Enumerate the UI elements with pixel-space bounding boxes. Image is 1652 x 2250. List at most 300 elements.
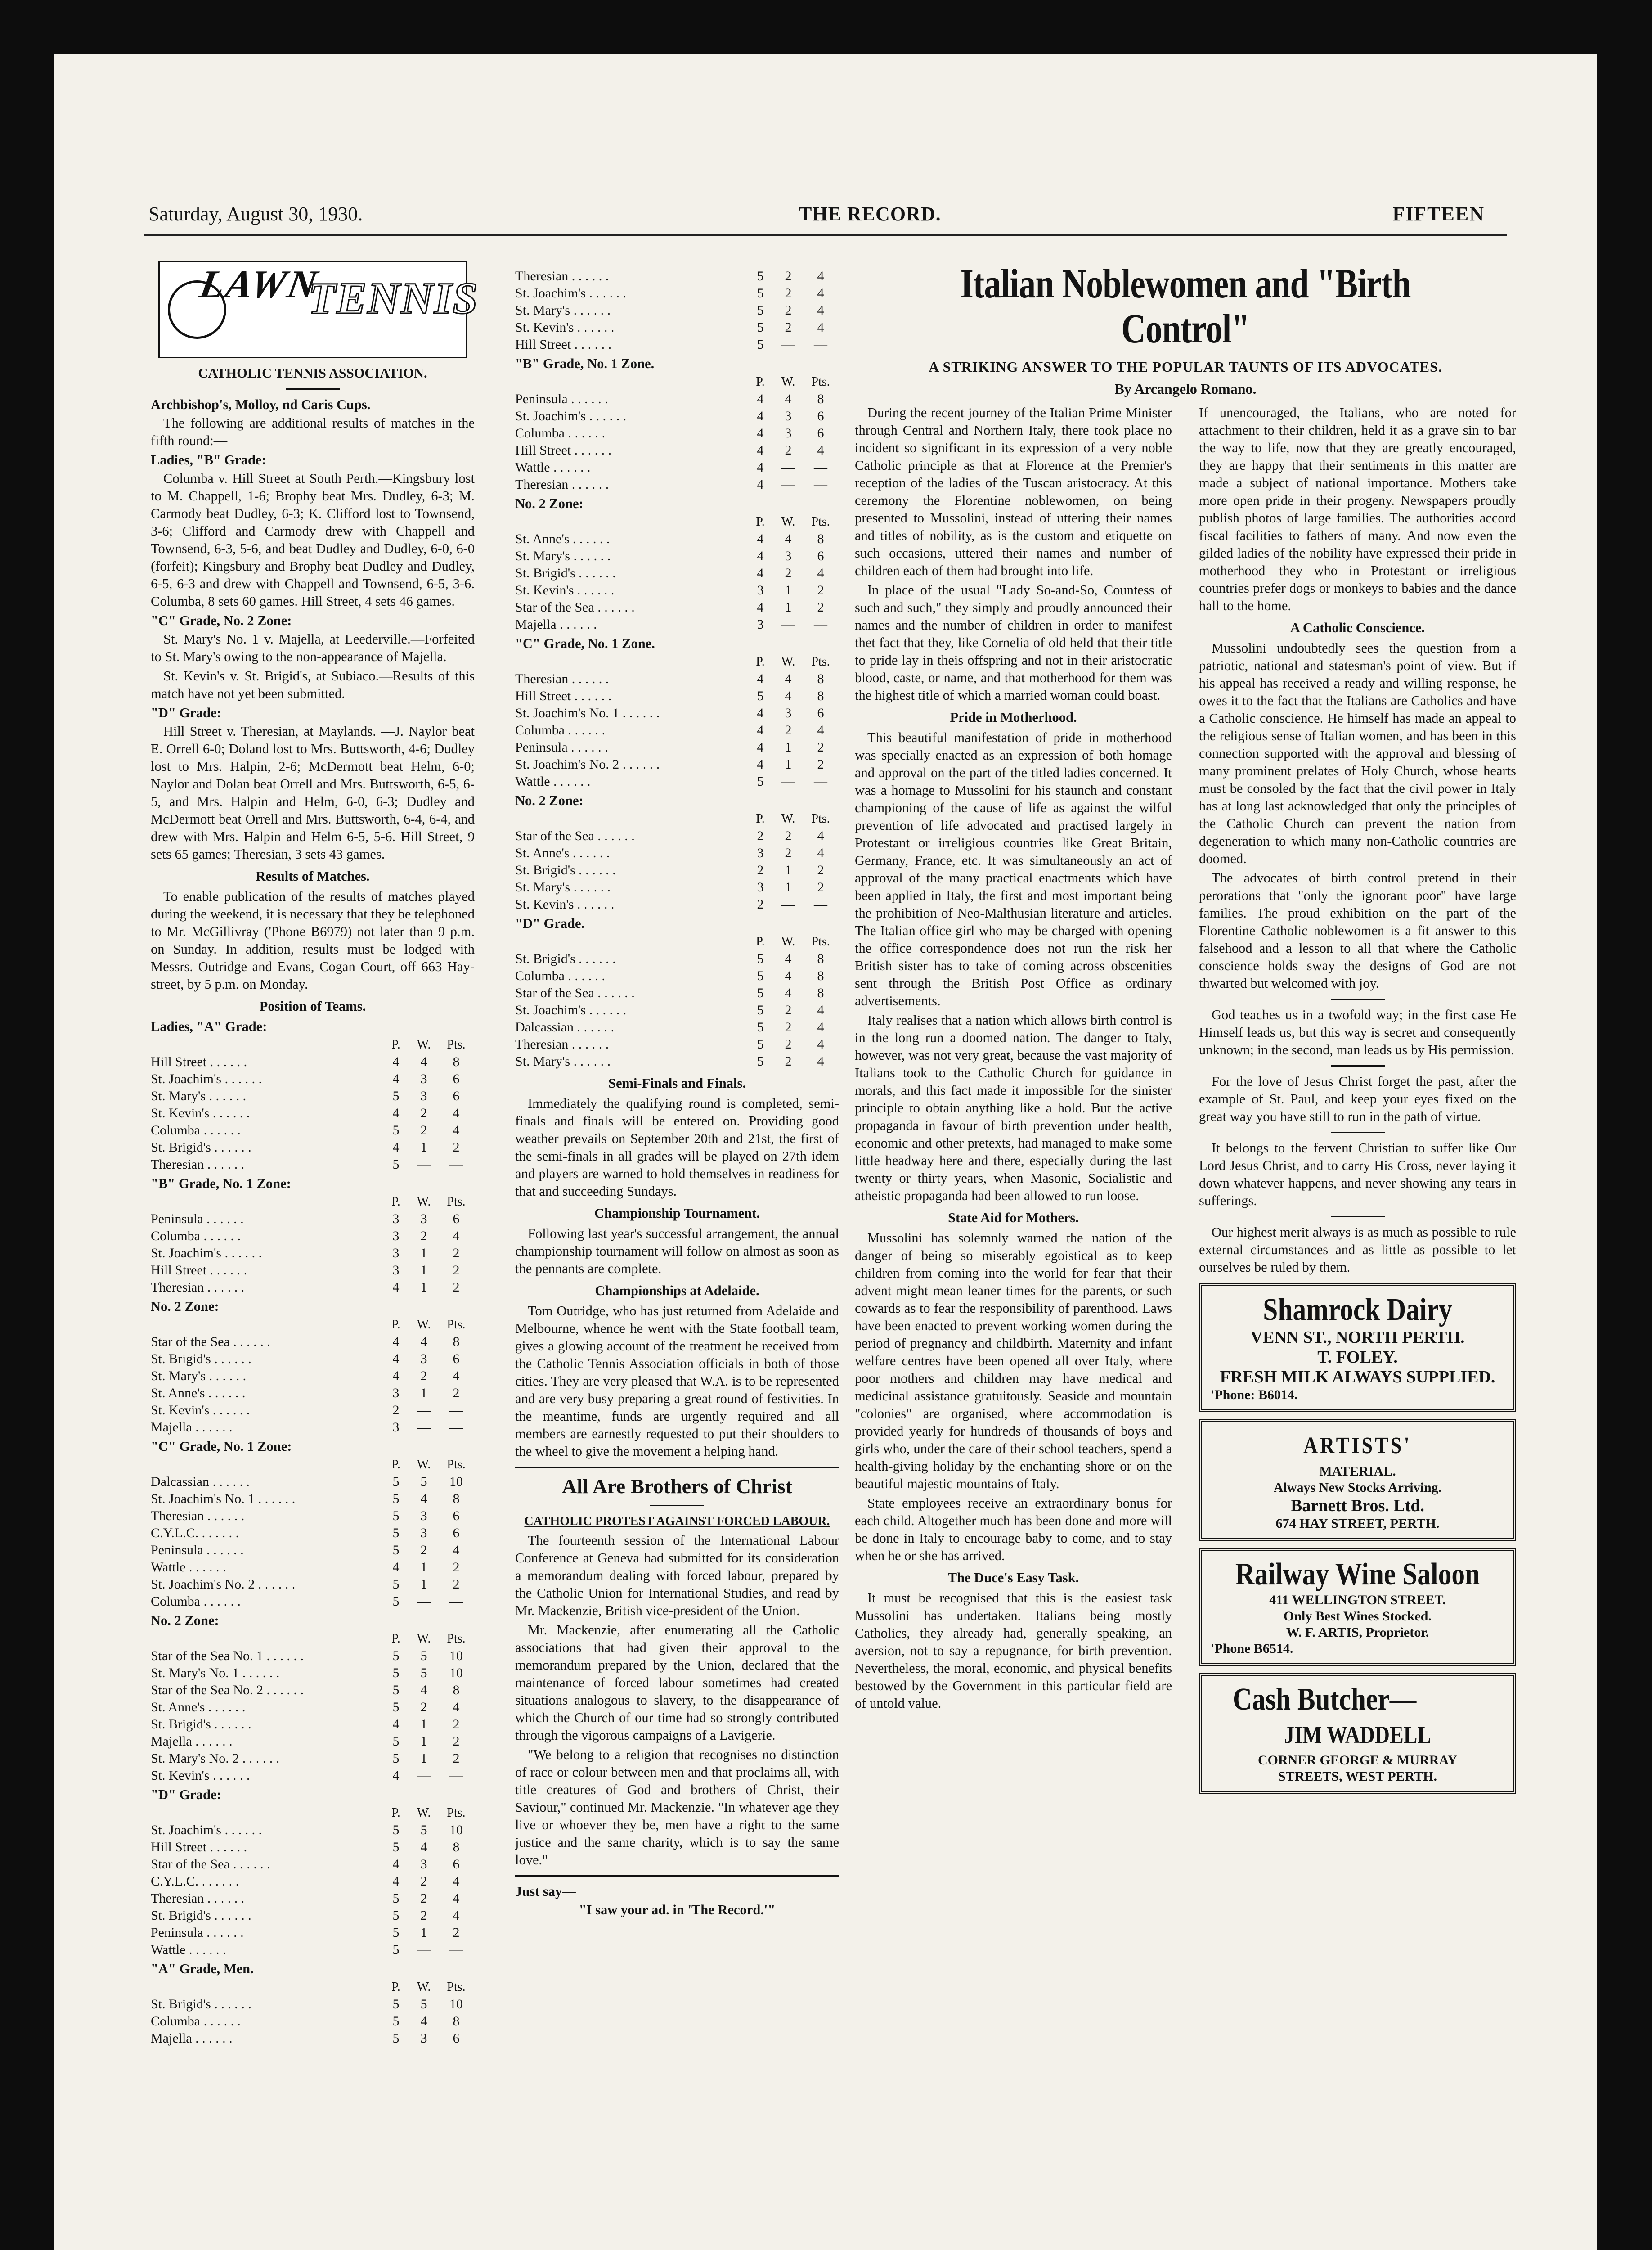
stat-cell: 2: [817, 583, 824, 598]
stat-cell: 2: [453, 1263, 460, 1278]
stat-cell: 3: [392, 1420, 400, 1435]
team-name-cell: Hill Street . . . . . .: [515, 443, 612, 458]
stat-cell: 2: [817, 740, 824, 755]
column-2: [515, 268, 839, 1920]
stat-cell: 2: [757, 897, 764, 912]
stat-cell: —: [781, 774, 795, 789]
paragraph: St. Mary's No. 1 v. Majella, at Leederville.—Forfeited to St. Mary's owing to the non-appearance of Majella.: [151, 631, 475, 664]
table-row: [151, 1750, 475, 1767]
table-row: [515, 285, 839, 302]
team-name-cell: St. Mary's No. 2 . . . . . .: [151, 1751, 280, 1766]
stat-cell: 2: [453, 1246, 460, 1260]
stat-cell: 3: [785, 706, 792, 720]
team-name-cell: St. Joachim's . . . . . .: [515, 1003, 627, 1017]
stat-cell: 3: [392, 1263, 400, 1278]
stat-cell: 2: [420, 1368, 427, 1383]
table-header-cell: [515, 513, 746, 531]
stat-cell: 4: [453, 1106, 460, 1120]
page-header: [54, 202, 1597, 230]
team-name-cell: Hill Street . . . . . .: [515, 688, 612, 703]
grade-heading: "D" Grade:: [151, 1787, 221, 1802]
table-row: [151, 1941, 475, 1958]
standings-table: [151, 1316, 475, 1436]
table-row: [151, 1350, 475, 1368]
stat-cell: —: [449, 1403, 463, 1418]
ad-line: Always New Stocks Arriving.: [1273, 1480, 1442, 1495]
team-name-cell: St. Mary's . . . . . .: [515, 1054, 611, 1069]
railway-wine-saloon-ad: [1199, 1548, 1516, 1666]
team-name-cell: St. Joachim's . . . . . .: [151, 1246, 262, 1260]
stat-cell: 6: [817, 706, 824, 720]
table-header-cell: P.: [756, 375, 765, 389]
table-row: [151, 1139, 475, 1156]
table-row: [151, 1733, 475, 1750]
stat-cell: 5: [392, 1700, 400, 1714]
table-header-cell: [515, 933, 746, 950]
table-row: [151, 1525, 475, 1542]
just-say-quote: "I saw your ad. in 'The Record.'": [579, 1902, 776, 1917]
stat-cell: 3: [785, 549, 792, 563]
divider: [286, 388, 340, 390]
table-header-cell: W.: [417, 1038, 431, 1052]
ad-owner: JIM WADDELL: [1284, 1721, 1431, 1748]
stat-cell: 6: [453, 1071, 460, 1086]
team-name-cell: Majella . . . . . .: [515, 617, 597, 632]
logo-text-lawn: LAWN: [196, 263, 322, 306]
stat-cell: 4: [392, 1334, 400, 1349]
table-row: [515, 565, 839, 582]
stat-cell: —: [449, 1420, 463, 1435]
table-row: [515, 319, 839, 336]
stat-cell: 3: [757, 880, 764, 895]
stat-cell: 2: [453, 1577, 460, 1592]
stat-cell: 2: [420, 1874, 427, 1889]
stat-cell: 1: [785, 583, 792, 598]
ad-title: Shamrock Dairy: [1263, 1292, 1452, 1327]
standings-table: [151, 1036, 475, 1173]
stat-cell: 5: [392, 1665, 400, 1680]
team-name-cell: Majella . . . . . .: [151, 1734, 233, 1749]
section-heading: Pride in Motherhood.: [950, 710, 1077, 725]
stat-cell: 4: [785, 392, 792, 406]
team-name-cell: St. Kevin's . . . . . .: [151, 1403, 250, 1418]
grade-heading: "B" Grade, No. 1 Zone:: [151, 1176, 291, 1191]
stat-cell: 5: [420, 1822, 427, 1837]
stat-cell: 4: [817, 286, 824, 301]
stat-cell: 2: [453, 1751, 460, 1766]
stat-cell: 4: [785, 531, 792, 546]
stat-cell: 2: [453, 1925, 460, 1940]
stat-cell: 10: [449, 1997, 463, 2012]
stat-cell: —: [781, 477, 795, 492]
paragraph: In place of the usual "Lady So-and-So, Countess of such and such," they simply and proudly announced their names and the number of children in order to manifest thet fact that they, like Cornelia of old held that their title to pride lay in theis offspring and not in their aristocratic blood, caste, or name, and that motherhood for them was the highest title of which a married woman could boast.: [855, 582, 1172, 703]
table-row: [515, 476, 839, 493]
table-header-row: [151, 1456, 475, 1473]
stat-cell: 2: [817, 757, 824, 772]
standings-table: [151, 1979, 475, 2047]
grade-heading: Ladies, "B" Grade:: [151, 452, 266, 468]
team-name-cell: Columba . . . . . .: [151, 2014, 241, 2029]
table-header-row: [515, 374, 839, 391]
table-row: [151, 1856, 475, 1873]
table-row: [151, 1665, 475, 1682]
table-row: [515, 336, 839, 353]
table-row: [515, 459, 839, 476]
standings-table: [515, 653, 839, 790]
ad-address: 674 HAY STREET, PERTH.: [1275, 1516, 1440, 1531]
stat-cell: 4: [420, 1840, 427, 1854]
stat-cell: 5: [392, 1474, 400, 1489]
table-row: [515, 391, 839, 408]
table-row: [515, 531, 839, 548]
stat-cell: 8: [453, 2014, 460, 2029]
paragraph: St. Kevin's v. St. Brigid's, at Subiaco.—Results of this match have not yet been submitted.: [151, 668, 475, 701]
stat-cell: 8: [453, 1491, 460, 1506]
table-header-cell: P.: [391, 1195, 400, 1209]
stat-cell: 5: [757, 320, 764, 335]
team-name-cell: Theresian . . . . . .: [151, 1280, 245, 1295]
table-header-cell: Pts.: [811, 655, 830, 669]
table-row: [151, 1559, 475, 1576]
ad-firm: Barnett Bros. Ltd.: [1291, 1496, 1424, 1515]
team-name-cell: C.Y.L.C. . . . . . .: [151, 1874, 239, 1889]
table-row: [151, 1473, 475, 1490]
stat-cell: 5: [392, 2014, 400, 2029]
standings-table: [151, 1630, 475, 1784]
section-heading: Results of Matches.: [256, 868, 370, 884]
stat-cell: 2: [785, 443, 792, 458]
stat-cell: —: [449, 1942, 463, 1957]
ad-subtitle: MATERIAL.: [1319, 1464, 1396, 1479]
stat-cell: 4: [785, 688, 792, 703]
team-name-cell: Star of the Sea . . . . . .: [151, 1857, 270, 1872]
ad-phone: 'Phone: B6014.: [1211, 1387, 1298, 1402]
stat-cell: 4: [785, 968, 792, 983]
stat-cell: 2: [785, 566, 792, 580]
team-name-cell: St. Brigid's . . . . . .: [151, 1717, 251, 1732]
stat-cell: 5: [392, 1734, 400, 1749]
table-header-cell: W.: [781, 375, 795, 389]
stat-cell: 4: [757, 409, 764, 423]
header-page-number: FIFTEEN: [1392, 203, 1485, 225]
stat-cell: —: [449, 1768, 463, 1783]
stat-cell: 4: [757, 549, 764, 563]
table-row: [151, 1647, 475, 1665]
table-header-row: [151, 1193, 475, 1210]
stat-cell: 5: [392, 1508, 400, 1523]
stat-cell: 8: [453, 1840, 460, 1854]
stat-cell: 5: [392, 1543, 400, 1557]
stat-cell: —: [449, 1157, 463, 1172]
team-name-cell: St. Anne's . . . . . .: [515, 531, 610, 546]
stat-cell: 6: [453, 1508, 460, 1523]
table-row: [151, 1402, 475, 1419]
stat-cell: 4: [757, 426, 764, 441]
stat-cell: 6: [453, 2031, 460, 2046]
team-name-cell: St. Joachim's No. 1 . . . . . .: [151, 1491, 296, 1506]
stat-cell: 5: [757, 1054, 764, 1069]
stat-cell: 3: [420, 2031, 427, 2046]
team-name-cell: St. Mary's No. 1 . . . . . .: [151, 1665, 280, 1680]
stat-cell: 3: [392, 1386, 400, 1400]
team-name-cell: Columba . . . . . .: [151, 1594, 241, 1609]
stat-cell: 5: [392, 1526, 400, 1540]
stat-cell: 4: [392, 1717, 400, 1732]
table-header-cell: [151, 1456, 382, 1473]
stat-cell: 5: [757, 269, 764, 284]
stat-cell: 4: [817, 723, 824, 738]
team-name-cell: St. Anne's . . . . . .: [151, 1386, 246, 1400]
paragraph: The advocates of birth control pretend in their perorations that "only the ignorant poor" have large families. The proud exhibition on the part of the Florentine Catholic noblewomen is a fit answer to this falsehood and a lesson to all that where the Catholic conscience holds sway the designs of God are not thwarted but welcomed with joy.: [1199, 870, 1516, 991]
cash-butcher-ad: [1199, 1673, 1516, 1794]
stat-cell: 4: [392, 1106, 400, 1120]
table-header-cell: W.: [417, 1458, 431, 1472]
table-header-cell: W.: [781, 515, 795, 529]
paragraph: Mussolini undoubtedly sees the question from a patriotic, national and statesman's point of view. But if his appeal has received a ready and willing response, he owes it to the fact that the Italians are Catholics and have a Catholic conscience. He himself has made an appeal to the religious sense of Italian women, and has been in this connection supported with the approval and blessing of many prominent prelates of Holy Church, whose hearts must be consoled by the fact that the civil power in Italy has at long last acknowledged that only the principles of the Catholic Church can prevent the nation from degeneration to which many non-Catholic countries are doomed.: [1199, 640, 1516, 866]
stat-cell: 3: [757, 617, 764, 632]
table-row: [515, 722, 839, 739]
team-name-cell: Theresian . . . . . .: [515, 1037, 609, 1052]
stat-cell: 8: [817, 968, 824, 983]
stat-cell: 2: [757, 863, 764, 878]
team-name-cell: St. Brigid's . . . . . .: [515, 951, 616, 966]
table-row: [151, 1907, 475, 1924]
column-1: [151, 261, 479, 2049]
stat-cell: 2: [785, 1054, 792, 1069]
stat-cell: 5: [757, 1037, 764, 1052]
stat-cell: 4: [420, 1491, 427, 1506]
team-name-cell: Star of the Sea . . . . . .: [515, 828, 635, 843]
table-header-cell: W.: [781, 935, 795, 949]
stat-cell: 4: [785, 671, 792, 686]
table-row: [151, 1088, 475, 1105]
stat-cell: 3: [420, 1089, 427, 1103]
team-name-cell: St. Joachim's . . . . . .: [151, 1071, 262, 1086]
stat-cell: 6: [817, 426, 824, 441]
stat-cell: 5: [420, 1997, 427, 2012]
table-row: [515, 599, 839, 616]
stat-cell: —: [417, 1157, 431, 1172]
stat-cell: —: [781, 617, 795, 632]
stat-cell: 4: [453, 1908, 460, 1923]
stat-cell: 10: [449, 1648, 463, 1663]
grade-heading: No. 2 Zone:: [515, 496, 584, 511]
table-row: [151, 2013, 475, 2030]
table-header-cell: [151, 1630, 382, 1647]
team-name-cell: St. Brigid's . . . . . .: [151, 1908, 251, 1923]
table-row: [151, 1053, 475, 1071]
article-columns: [855, 404, 1516, 1801]
team-name-cell: St. Joachim's No. 2 . . . . . .: [151, 1577, 296, 1592]
stat-cell: 4: [392, 1857, 400, 1872]
stat-cell: 4: [420, 1683, 427, 1697]
table-row: [515, 442, 839, 459]
table-header-cell: [151, 1316, 382, 1333]
table-header-cell: W.: [417, 1632, 431, 1646]
stat-cell: 5: [392, 1751, 400, 1766]
stat-cell: 8: [817, 951, 824, 966]
grade-heading: "C" Grade, No. 2 Zone:: [151, 613, 292, 628]
team-name-cell: Peninsula . . . . . .: [151, 1211, 244, 1226]
team-name-cell: St. Brigid's . . . . . .: [515, 863, 616, 878]
stat-cell: 4: [453, 1123, 460, 1138]
table-row: [151, 1682, 475, 1699]
table-header-cell: W.: [417, 1195, 431, 1209]
team-name-cell: Star of the Sea . . . . . .: [515, 986, 635, 1000]
stat-cell: 4: [785, 951, 792, 966]
header-rule: [144, 234, 1507, 236]
stat-cell: 2: [785, 1037, 792, 1052]
stat-cell: 3: [420, 1526, 427, 1540]
stat-cell: 8: [453, 1683, 460, 1697]
table-row: [151, 1924, 475, 1941]
team-name-cell: Dalcassian . . . . . .: [515, 1020, 614, 1035]
team-name-cell: Dalcassian . . . . . .: [151, 1474, 250, 1489]
stat-cell: —: [814, 774, 827, 789]
stat-cell: —: [417, 1594, 431, 1609]
team-name-cell: Theresian . . . . . .: [515, 477, 609, 492]
stat-cell: 2: [785, 320, 792, 335]
table-row: [515, 1053, 839, 1070]
table-row: [151, 1245, 475, 1262]
grade-heading: "B" Grade, No. 1 Zone.: [515, 356, 655, 371]
paragraph: Hill Street v. Theresian, at Maylands. —J. Naylor beat E. Orrell 6-0; Doland lost to Mrs. Buttsworth, 4-6; Dudley lost to Mrs. Halpin, 2-6; McDermott beat Helm, 6-0; Naylor and Dolan beat Orrell and Mrs. Buttsworth, 6-5, 6-5, and Mrs. Halpin and Helm, 6-0, 6-3; Dudley and McDermott beat Orrell and Mrs. Buttsworth, 6-4, 6-4, and drew with Mrs. Halpin and Helm 6-5, 5-6. Hill Street, 9 sets 65 games; Theresian, 3 sets 43 games.: [151, 724, 475, 862]
stat-cell: —: [814, 460, 827, 475]
just-say-line: Just say—: [515, 1884, 576, 1899]
ad-address: VENN ST., NORTH PERTH.: [1250, 1328, 1465, 1347]
paragraph: "We belong to a religion that recognises no distinction of race or colour between men and that proclaims all, with title creatures of God and brothers of Christ, their Saviour," continued Mr. Mackenzie. "In whatever age they live or whoever they be, men have a right to the same justice and the same charity, which is to say the same love.": [515, 1747, 839, 1868]
table-header-cell: W.: [781, 655, 795, 669]
stat-cell: 3: [420, 1857, 427, 1872]
table-row: [515, 896, 839, 913]
stat-cell: 4: [392, 1054, 400, 1069]
team-name-cell: St. Joachim's No. 1 . . . . . .: [515, 706, 660, 720]
table-row: [151, 1767, 475, 1784]
stat-cell: 1: [785, 600, 792, 615]
stat-cell: 5: [757, 986, 764, 1000]
stat-cell: 5: [392, 1997, 400, 2012]
stat-cell: 4: [420, 1054, 427, 1069]
stat-cell: 1: [420, 1560, 427, 1575]
table-row: [515, 756, 839, 773]
stat-cell: 2: [420, 1908, 427, 1923]
paragraph: Immediately the qualifying round is completed, semi-finals and finals will be entered on. Providing good weather prevails on September 20th and 21st, the first of the semi-finals in all grades will be played on 27th idem and players are warned to hold themselves in readiness for that and succeeding Sundays.: [515, 1096, 839, 1199]
artists-material-ad: [1199, 1419, 1516, 1541]
team-name-cell: Hill Street . . . . . .: [151, 1054, 247, 1069]
filler-paragraph: Our highest merit always is as much as possible to rule external circumstances and as little as possible to let ourselves be ruled by them.: [1199, 1224, 1516, 1275]
stat-cell: 2: [817, 863, 824, 878]
stat-cell: 4: [453, 1891, 460, 1906]
standings-table: [515, 268, 839, 353]
table-row: [515, 408, 839, 425]
stat-cell: 5: [757, 968, 764, 983]
stat-cell: 10: [449, 1474, 463, 1489]
stat-cell: 4: [392, 1768, 400, 1783]
table-row: [151, 1368, 475, 1385]
stat-cell: 8: [453, 1334, 460, 1349]
stat-cell: 5: [392, 1594, 400, 1609]
table-row: [515, 582, 839, 599]
divider: [515, 1875, 839, 1876]
birth-control-article: [855, 261, 1516, 1801]
table-header-cell: P.: [391, 1806, 400, 1820]
stat-cell: 6: [817, 549, 824, 563]
table-row: [151, 1699, 475, 1716]
table-row: [515, 425, 839, 442]
stat-cell: 3: [757, 846, 764, 860]
table-row: [151, 1210, 475, 1228]
team-name-cell: St. Joachim's . . . . . .: [515, 409, 627, 423]
table-header-cell: Pts.: [447, 1038, 466, 1052]
stat-cell: —: [449, 1594, 463, 1609]
tennis-heading: CATHOLIC TENNIS ASSOCIATION.: [198, 365, 427, 381]
table-header-cell: P.: [391, 1632, 400, 1646]
table-row: [151, 1873, 475, 1890]
team-name-cell: Wattle . . . . . .: [151, 1942, 226, 1957]
stat-cell: 2: [420, 1891, 427, 1906]
stat-cell: 4: [420, 2014, 427, 2029]
stat-cell: 4: [817, 566, 824, 580]
stat-cell: 4: [392, 1140, 400, 1155]
standings-table: [515, 810, 839, 913]
table-row: [151, 1542, 475, 1559]
paragraph: Tom Outridge, who has just returned from Adelaide and Melbourne, whence he went with the State football team, gives a glowing account of the treatment he received from the Catholic Tennis Association officials in both of those cities. They are very pleased that W.A. is to be represented and are very busy preparing a great round of festivities. In the meantime, funds are urgently required and all members are earnestly requested to put their shoulders to the wheel to give the movement a helping hand.: [515, 1303, 839, 1459]
stat-cell: 2: [453, 1140, 460, 1155]
table-row: [151, 1576, 475, 1593]
stat-cell: 2: [453, 1280, 460, 1295]
team-name-cell: Star of the Sea . . . . . .: [151, 1334, 270, 1349]
stat-cell: 1: [420, 1577, 427, 1592]
stat-cell: 2: [785, 723, 792, 738]
stat-cell: 1: [420, 1734, 427, 1749]
team-name-cell: C.Y.L.C. . . . . . .: [151, 1526, 239, 1540]
team-name-cell: St. Joachim's . . . . . .: [151, 1822, 262, 1837]
stat-cell: 4: [757, 671, 764, 686]
stat-cell: 1: [420, 1386, 427, 1400]
table-row: [515, 828, 839, 845]
shamrock-dairy-ad: [1199, 1283, 1516, 1412]
table-row: [151, 1333, 475, 1350]
paragraph: Italy realises that a nation which allows birth control is in the long run a doomed nation. The danger to Italy, however, was not very great, because the vast majority of Italians took to the Catholic Church for guidance in morals, and this fact made it impossible for the sinister principle to obtain anything like a hold. But the active propaganda in favour of birth prevention under health, economic and other pretexts, had managed to make some little headway here and there, especially during the last twenty or thirty years, when Masonic, Socialistic and atheistic propaganda had been allowed to run loose.: [855, 1012, 1172, 1203]
stat-cell: 5: [392, 1491, 400, 1506]
table-header-row: [515, 810, 839, 828]
stat-cell: 2: [785, 269, 792, 284]
stat-cell: 6: [453, 1211, 460, 1226]
table-header-cell: [515, 810, 746, 828]
table-row: [515, 670, 839, 688]
grade-heading: "D" Grade:: [151, 705, 221, 720]
paragraph: During the recent journey of the Italian Prime Minister through Central and Northern Italy, there took place no incident so significant in its expression of a very noble Catholic principle as that at Florence at the Premier's reception of the ladies of the Tuscan aristocracy. At this ceremony the Florentine noblewomen, on being presented to Mussolini, instead of uttering their names and titles of nobility, as is the custom and etiquette on such occasions, uttered their names and number of children each of them had brought into life.: [855, 405, 1172, 578]
table-header-cell: P.: [391, 1458, 400, 1472]
team-name-cell: Hill Street . . . . . .: [151, 1263, 247, 1278]
stat-cell: 4: [817, 320, 824, 335]
grade-heading: No. 2 Zone:: [151, 1613, 219, 1628]
team-name-cell: Wattle . . . . . .: [515, 774, 591, 789]
divider: [1331, 1132, 1385, 1133]
table-row: [515, 773, 839, 790]
team-name-cell: Majella . . . . . .: [151, 2031, 233, 2046]
stat-cell: 4: [817, 1037, 824, 1052]
table-header-cell: Pts.: [811, 935, 830, 949]
stat-cell: 2: [785, 1020, 792, 1035]
table-header-cell: Pts.: [447, 1458, 466, 1472]
table-header-cell: Pts.: [447, 1318, 466, 1332]
stat-cell: 1: [420, 1751, 427, 1766]
paragraph: The following are additional results of matches in the fifth round:—: [151, 415, 475, 448]
team-name-cell: St. Kevin's . . . . . .: [515, 583, 615, 598]
table-header-cell: [515, 653, 746, 670]
table-header-cell: Pts.: [811, 812, 830, 826]
